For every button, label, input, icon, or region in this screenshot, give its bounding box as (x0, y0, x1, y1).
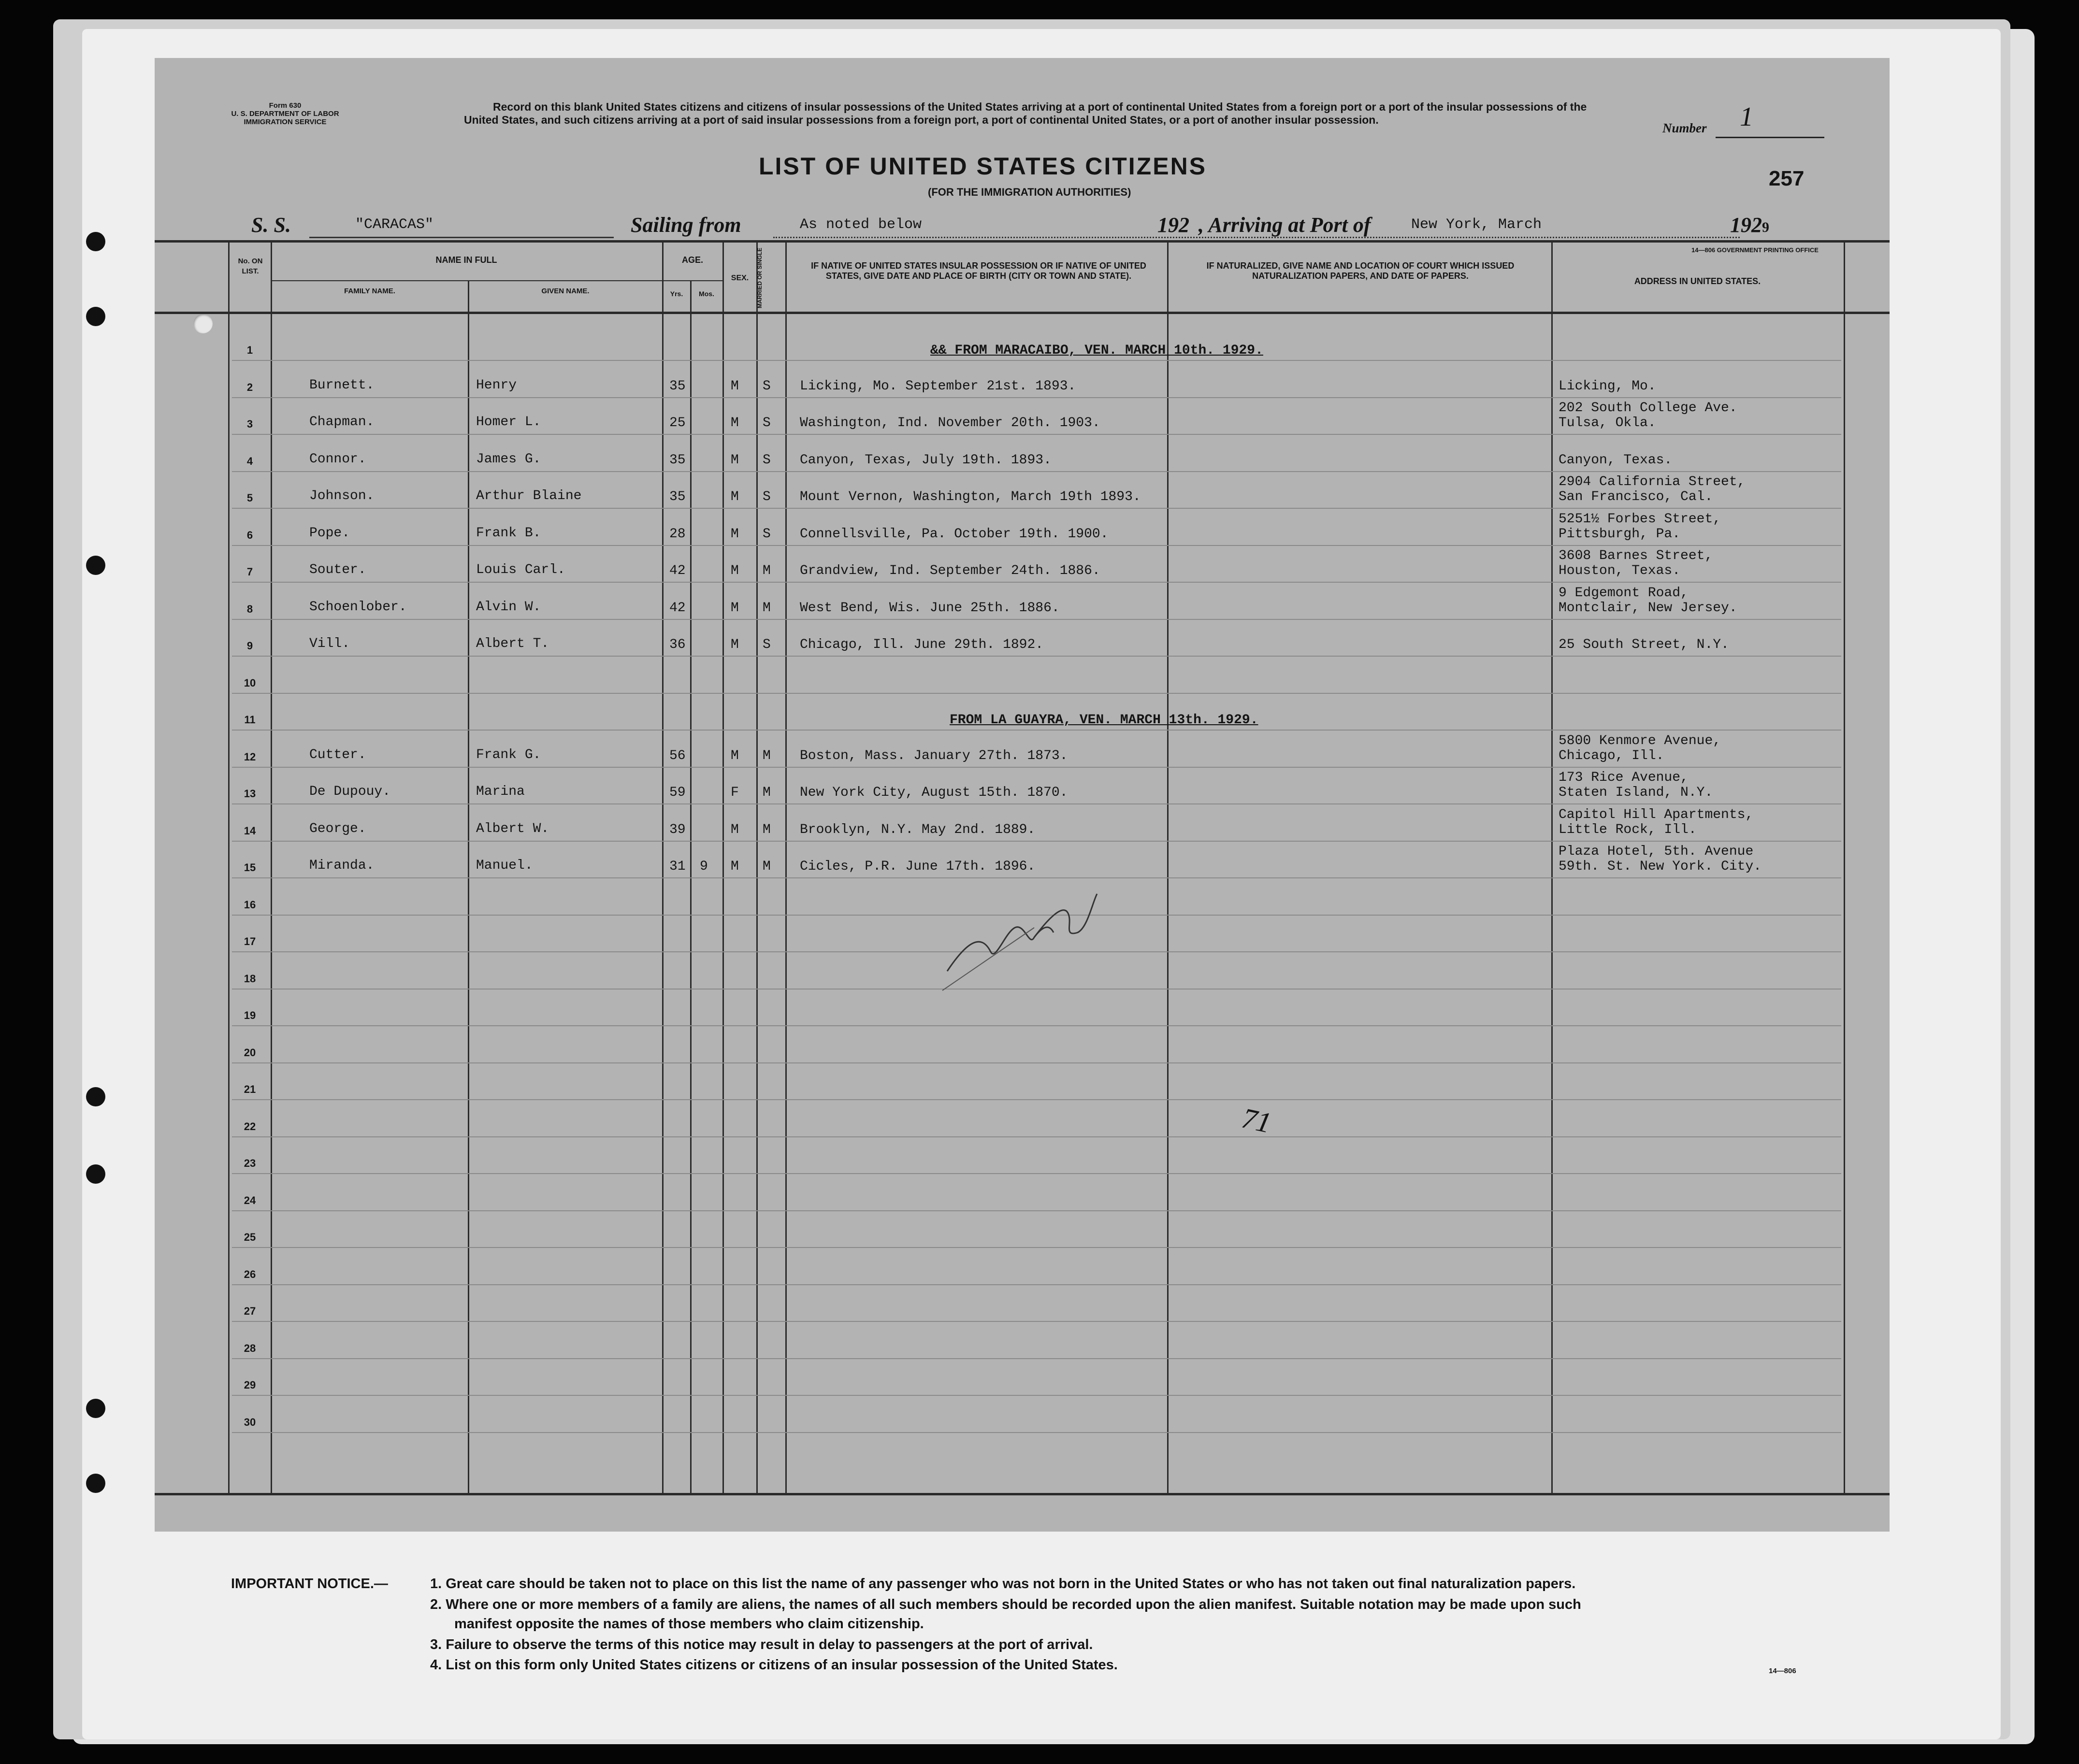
address-line-1: 173 Rice Avenue, (1559, 770, 1689, 785)
row-number: 2 (246, 381, 253, 393)
birth-place-date: Chicago, Ill. June 29th. 1892. (800, 637, 1044, 652)
given-name: Albert T. (476, 636, 549, 651)
col-divider (690, 280, 692, 1495)
row-number: 21 (244, 1083, 256, 1095)
address-line-1: Capitol Hill Apartments, (1559, 807, 1754, 822)
birth-place-date: Canyon, Texas, July 19th. 1893. (800, 453, 1052, 468)
col-divider (1551, 242, 1553, 1495)
notice-item: manifest opposite the names of those members who claim citizenship. (454, 1616, 924, 1632)
page-title: LIST OF UNITED STATES CITIZENS (759, 153, 1207, 180)
row-number: 6 (246, 529, 253, 541)
address-line-2: Tulsa, Okla. (1559, 416, 1656, 430)
age-years: 42 (669, 601, 686, 616)
year-label-1: 192 (1157, 213, 1189, 237)
ship-name: "CARACAS" (355, 216, 434, 233)
row-rule (232, 1284, 1841, 1285)
row-number: 30 (244, 1416, 256, 1428)
address-line-1: 202 South College Ave. (1559, 401, 1737, 416)
col-header-sex: SEX. (731, 274, 749, 282)
sex: M (731, 379, 739, 394)
col-header-name-in-full: NAME IN FULL (435, 255, 497, 265)
row-number: 15 (244, 861, 256, 874)
given-name: Frank G. (476, 747, 541, 762)
punch-hole (86, 556, 105, 575)
marital-status: M (763, 601, 771, 616)
given-name: Frank B. (476, 526, 541, 541)
row-rule (232, 471, 1841, 472)
family-name: Souter. (309, 562, 366, 577)
row-rule (232, 582, 1841, 583)
address-line-2: Staten Island, N.Y. (1559, 785, 1713, 800)
row-rule (232, 434, 1841, 435)
family-name: Burnett. (309, 378, 375, 393)
notice-item: 1. Great care should be taken not to place on this list the name of any passenger who was not born in the United States or who has not taken out final naturalization papers. (430, 1576, 1576, 1592)
arriving-value: New York, March (1411, 216, 1542, 233)
notice-item: 2. Where one or more members of a family are aliens, the names of all such members should be recorded upon the alien manifest. Suitable notation may be made upon such (430, 1597, 1581, 1612)
birth-place-date: Cicles, P.R. June 17th. 1896. (800, 859, 1036, 874)
header-bottom-rule (155, 312, 1890, 314)
row-number: 4 (246, 455, 253, 467)
birth-place-date: Mount Vernon, Washington, March 19th 1893. (800, 489, 1141, 504)
col-header-married: MARRIED OR SINGLE (756, 247, 763, 308)
col-header-yrs: Yrs. (670, 290, 683, 298)
row-rule (232, 397, 1841, 398)
row-rule (232, 841, 1841, 842)
row-number: 24 (244, 1194, 256, 1206)
birth-place-date: Connellsville, Pa. October 19th. 1900. (800, 527, 1109, 542)
address-line-1: 5800 Kenmore Avenue, (1559, 733, 1721, 748)
sex: M (731, 527, 739, 542)
age-years: 36 (669, 637, 686, 652)
address-line-1: Plaza Hotel, 5th. Avenue (1559, 844, 1754, 859)
row-rule (232, 693, 1841, 694)
family-name: Chapman. (309, 415, 375, 430)
col-header-family-name: FAMILY NAME. (344, 287, 395, 295)
given-name: Homer L. (476, 415, 541, 430)
family-name: Miranda. (309, 858, 375, 873)
col-header-given-name: GIVEN NAME. (541, 287, 590, 295)
sex: M (731, 601, 739, 616)
row-number: 10 (244, 677, 256, 689)
col-header-age: AGE. (681, 255, 703, 265)
row-number: 16 (244, 899, 256, 911)
notice-item: 3. Failure to observe the terms of this notice may result in delay to passengers at the port of arrival. (430, 1637, 1093, 1652)
age-years: 56 (669, 748, 686, 763)
row-number: 13 (244, 788, 256, 800)
given-name: Alvin W. (476, 600, 541, 615)
address-line-1: 2904 California Street, (1559, 474, 1746, 489)
age-years: 59 (669, 785, 686, 800)
row-rule (232, 619, 1841, 620)
punch-hole (86, 232, 105, 251)
row-rule (232, 1395, 1841, 1396)
row-number: 12 (244, 751, 256, 763)
row-rule (232, 545, 1841, 546)
row-number: 9 (246, 640, 253, 652)
punch-hole (86, 307, 105, 326)
birth-place-date: Grandview, Ind. September 24th. 1886. (800, 563, 1100, 578)
col-divider (1844, 242, 1845, 1495)
row-rule (232, 360, 1841, 361)
address-line-2: Canyon, Texas. (1559, 453, 1673, 468)
sex: M (731, 416, 739, 430)
col-divider (228, 242, 230, 1495)
birth-place-date: Brooklyn, N.Y. May 2nd. 1889. (800, 822, 1036, 837)
row-rule (232, 1062, 1841, 1063)
address-line-1: 5251½ Forbes Street, (1559, 512, 1721, 527)
col-divider (662, 242, 664, 1495)
sailing-label: Sailing from (631, 213, 741, 237)
row-number: 27 (244, 1305, 256, 1317)
family-name: George. (309, 821, 366, 836)
address-line-2: Montclair, New Jersey. (1559, 601, 1737, 616)
number-value: 1 (1740, 102, 1753, 132)
number-underline (1716, 137, 1824, 138)
row-number: 3 (246, 418, 253, 430)
name-subheader-rule (271, 280, 662, 281)
given-name: James G. (476, 452, 541, 467)
punch-hole (86, 1399, 105, 1418)
birth-place-date: Licking, Mo. September 21st. 1893. (800, 379, 1076, 394)
sex: M (731, 859, 739, 874)
col-divider (785, 242, 787, 1495)
row-number: 5 (246, 492, 253, 504)
age-years: 39 (669, 822, 686, 837)
marital-status: M (763, 785, 771, 800)
family-name: Vill. (309, 636, 350, 651)
address-line-2: Houston, Texas. (1559, 563, 1681, 578)
family-name: Connor. (309, 452, 366, 467)
row-number: 25 (244, 1231, 256, 1243)
address-line-2: 25 South Street, N.Y. (1559, 637, 1729, 652)
birth-place-date: Boston, Mass. January 27th. 1873. (800, 748, 1068, 763)
address-line-2: Licking, Mo. (1559, 379, 1656, 394)
col-divider (468, 280, 469, 1495)
sex: M (731, 489, 739, 504)
row-number: 17 (244, 935, 256, 947)
sex: M (731, 563, 739, 578)
col-header-naturalized: IF NATURALIZED, GIVE NAME AND LOCATION OF COURT WHICH ISSUED NATURALIZATION PAPERS, AND DATE OF PAPERS. (1206, 261, 1515, 281)
sailing-value: As noted below (800, 216, 922, 233)
form-label: Form 630 U. S. DEPARTMENT OF LABOR IMMIGRATION SERVICE (231, 101, 339, 126)
row-number: 11 (244, 714, 256, 726)
address-line-2: Chicago, Ill. (1559, 748, 1664, 763)
section-heading: && FROM MARACAIBO, VEN. MARCH 10th. 1929. (930, 343, 1263, 358)
marital-status: M (763, 859, 771, 874)
address-line-2: San Francisco, Cal. (1559, 489, 1713, 504)
row-rule (232, 508, 1841, 509)
row-rule (232, 1358, 1841, 1359)
marital-status: M (763, 563, 771, 578)
col-divider (756, 242, 758, 1495)
marital-status: S (763, 379, 771, 394)
age-years: 25 (669, 416, 686, 430)
table-bottom-rule (155, 1493, 1890, 1495)
birth-place-date: New York City, August 15th. 1870. (800, 785, 1068, 800)
page-number: 257 (1769, 167, 1805, 190)
family-name: Schoenlober. (309, 600, 407, 615)
age-months: 9 (700, 859, 708, 874)
address-header-code: 14—806 GOVERNMENT PRINTING OFFICE (1691, 246, 1819, 254)
family-name: Johnson. (309, 488, 375, 503)
notice-item: 4. List on this form only United States citizens or citizens of an insular possession of the United States. (430, 1657, 1118, 1673)
row-number: 20 (244, 1047, 256, 1059)
handwritten-annotation (938, 875, 1112, 1000)
age-years: 35 (669, 453, 686, 468)
address-line-2: Little Rock, Ill. (1559, 822, 1697, 837)
row-rule (232, 730, 1841, 731)
row-number: 23 (244, 1157, 256, 1169)
notice-label: IMPORTANT NOTICE.— (231, 1576, 388, 1592)
marital-status: S (763, 527, 771, 542)
family-name: De Dupouy. (309, 784, 391, 799)
family-name: Cutter. (309, 747, 366, 762)
ss-label: S. S. (251, 213, 291, 237)
address-line-1: 3608 Barnes Street, (1559, 548, 1713, 563)
given-name: Marina (476, 784, 525, 799)
row-rule (232, 1247, 1841, 1248)
col-header-native: IF NATIVE OF UNITED STATES INSULAR POSSESSION OR IF NATIVE OF UNITED STATES, GIVE DATE AND PLACE OF BIRTH (CITY OR TOWN AND STATE). (811, 261, 1146, 281)
year-label-2: 1929 (1730, 213, 1769, 237)
section-heading: FROM LA GUAYRA, VEN. MARCH 13th. 1929. (950, 713, 1258, 728)
number-label: Number (1662, 121, 1707, 135)
address-line-1: 9 Edgemont Road, (1559, 586, 1689, 601)
punch-hole (193, 314, 213, 333)
col-header-mos: Mos. (699, 290, 714, 298)
punch-hole (86, 1474, 105, 1493)
punch-hole (86, 1164, 105, 1184)
age-years: 42 (669, 563, 686, 578)
row-rule (232, 1099, 1841, 1100)
row-rule (232, 656, 1841, 657)
marital-status: M (763, 748, 771, 763)
row-rule (232, 1432, 1841, 1433)
margin-note: 71 (1239, 1102, 1274, 1139)
row-number: 1 (246, 344, 253, 356)
marital-status: S (763, 416, 771, 430)
sex: M (731, 822, 739, 837)
birth-place-date: Washington, Ind. November 20th. 1903. (800, 416, 1100, 430)
age-years: 31 (669, 859, 686, 874)
age-years: 35 (669, 379, 686, 394)
row-rule (232, 1173, 1841, 1174)
row-number: 19 (244, 1009, 256, 1021)
table-top-rule (155, 240, 1890, 243)
address-line-2: 59th. St. New York. City. (1559, 859, 1762, 874)
row-number: 18 (244, 973, 256, 985)
age-subheader-rule (662, 280, 722, 281)
col-header-no: No. ON LIST. (238, 257, 263, 275)
family-name: Pope. (309, 526, 350, 541)
row-rule (232, 1210, 1841, 1211)
row-number: 26 (244, 1268, 256, 1280)
marital-status: S (763, 489, 771, 504)
age-years: 35 (669, 489, 686, 504)
row-rule (232, 1136, 1841, 1137)
sex: M (731, 637, 739, 652)
given-name: Arthur Blaine (476, 488, 582, 503)
row-rule (232, 803, 1841, 804)
row-rule (232, 767, 1841, 768)
col-divider (722, 242, 724, 1495)
ship-underline (309, 237, 614, 238)
marital-status: M (763, 822, 771, 837)
sex: M (731, 748, 739, 763)
row-number: 22 (244, 1120, 256, 1133)
row-number: 29 (244, 1379, 256, 1391)
row-number: 28 (244, 1342, 256, 1354)
sex: F (731, 785, 739, 800)
marital-status: S (763, 637, 771, 652)
row-number: 14 (244, 825, 256, 837)
given-name: Louis Carl. (476, 562, 565, 577)
marital-status: S (763, 453, 771, 468)
given-name: Albert W. (476, 821, 549, 836)
arriving-label: , Arriving at Port of (1198, 213, 1371, 237)
row-rule (232, 1025, 1841, 1026)
row-number: 7 (246, 566, 253, 578)
form-code: 14—806 (1769, 1667, 1796, 1675)
given-name: Manuel. (476, 858, 533, 873)
age-years: 28 (669, 527, 686, 542)
address-line-2: Pittsburgh, Pa. (1559, 527, 1681, 542)
birth-place-date: West Bend, Wis. June 25th. 1886. (800, 601, 1060, 616)
col-divider (1167, 242, 1169, 1495)
col-divider (271, 242, 272, 1495)
instructions-text: Record on this blank United States citizens and citizens of insular possessions of the United States arriving at a port of continental United States from a foreign port or a port of the insular possessions of the United States, and such citizens arriving at a port of said insular possessions from a foreign port, a port of continental United States, or a port of another insular possession. (464, 100, 1587, 126)
given-name: Henry (476, 378, 517, 393)
col-header-address: ADDRESS IN UNITED STATES. (1634, 276, 1761, 286)
row-number: 8 (246, 603, 253, 615)
row-rule (232, 1321, 1841, 1322)
page-subtitle: (FOR THE IMMIGRATION AUTHORITIES) (928, 186, 1131, 198)
sex: M (731, 453, 739, 468)
punch-hole (86, 1087, 105, 1106)
